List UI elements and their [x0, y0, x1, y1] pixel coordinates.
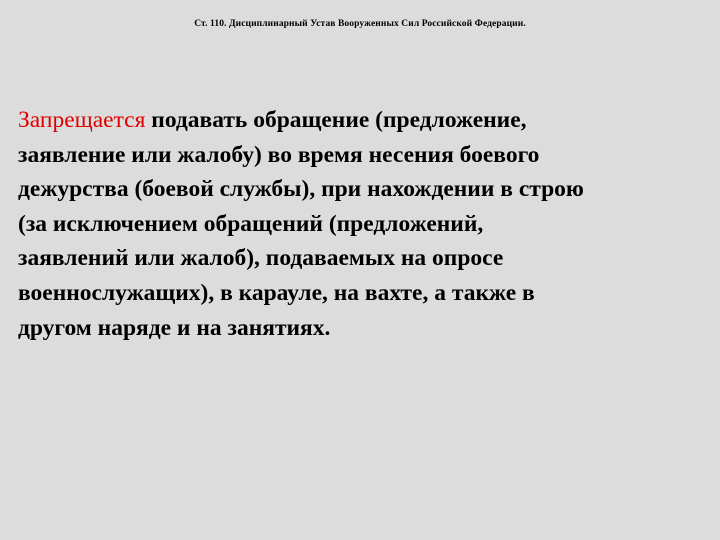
highlight-word: Запрещается — [18, 107, 146, 133]
text-line-3: дежурства (боевой службы), при нахождении в строю — [18, 176, 584, 203]
text-line-6: военнослужащих), в карауле, на вахте, а также в — [18, 279, 535, 306]
text-line-4: (за исключением обращений (предложений, — [18, 210, 484, 237]
article-text — [18, 103, 708, 345]
text-line-1-rest: подавать обращение (предложение, — [145, 107, 527, 133]
text-line-2: заявление или жалобу) во время несения боевого — [18, 141, 540, 168]
slide-title: Ст. 110. Дисциплинарный Устав Вооруженных Сил Российской Федерации. — [194, 19, 526, 29]
text-line-7: другом наряде и на занятиях. — [18, 314, 331, 341]
text-line-5: заявлений или жалоб), подаваемых на опросе — [18, 245, 504, 272]
text-line-1 — [18, 103, 708, 138]
